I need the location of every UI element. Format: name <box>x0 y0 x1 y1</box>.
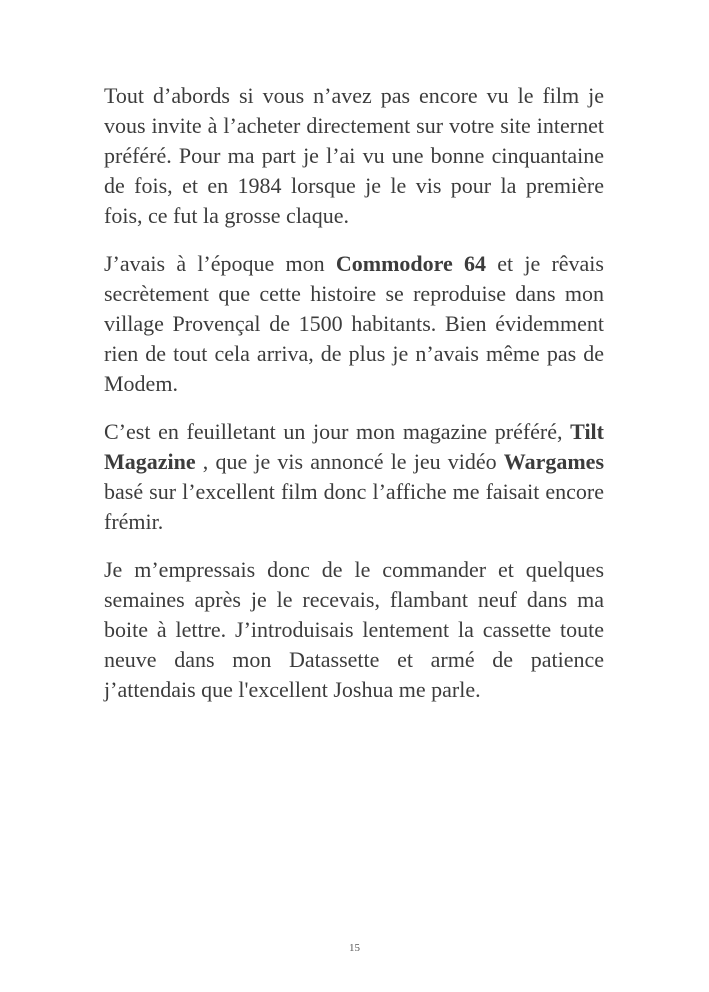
paragraph-2-text-b: et je rêvais secrètement que cette histoire se reproduise dans mon village Provençal de 1500 habitants. Bien évidemment rien de tout cela arriva, de plus je n’avais même pas de Modem. <box>104 251 604 396</box>
tilt-magazine-bold: Tilt Magazine <box>104 419 604 474</box>
paragraph-3-text-a: C’est en feuilletant un jour mon magazine préféré, <box>104 419 571 444</box>
paragraph-3-text-c: basé sur l’excellent film donc l’affiche me faisait encore frémir. <box>104 479 604 534</box>
paragraph-2-text-a: J’avais à l’époque mon <box>104 251 336 276</box>
paragraph-1 <box>104 81 604 231</box>
paragraph-2 <box>104 249 604 399</box>
page-number: 15 <box>349 942 360 954</box>
commodore-64-bold: Commodore 64 <box>335 251 486 276</box>
paragraph-3 <box>104 417 604 537</box>
paragraph-1-text: Tout d’abords si vous n’avez pas encore vu le film je vous invite à l’acheter directement sur votre site internet préféré. Pour ma part je l’ai vu une bonne cinquantaine de fois, et en 1984 lorsque je le vis pour la première fois, ce fut la grosse claque. <box>104 83 604 228</box>
paragraph-4-text: Je m’empressais donc de le commander et quelques semaines après je le recevais, flambant neuf dans ma boite à lettre. J’introduisais lentement la cassette toute neuve dans mon Datassette et armé de patience j’attendais que l'excellent Joshua me parle. <box>104 557 604 702</box>
body-text <box>104 81 604 723</box>
wargames-bold: Wargames <box>503 449 604 474</box>
paragraph-3-text-b: , que je vis annoncé le jeu vidéo <box>195 449 504 474</box>
paragraph-4 <box>104 555 604 705</box>
